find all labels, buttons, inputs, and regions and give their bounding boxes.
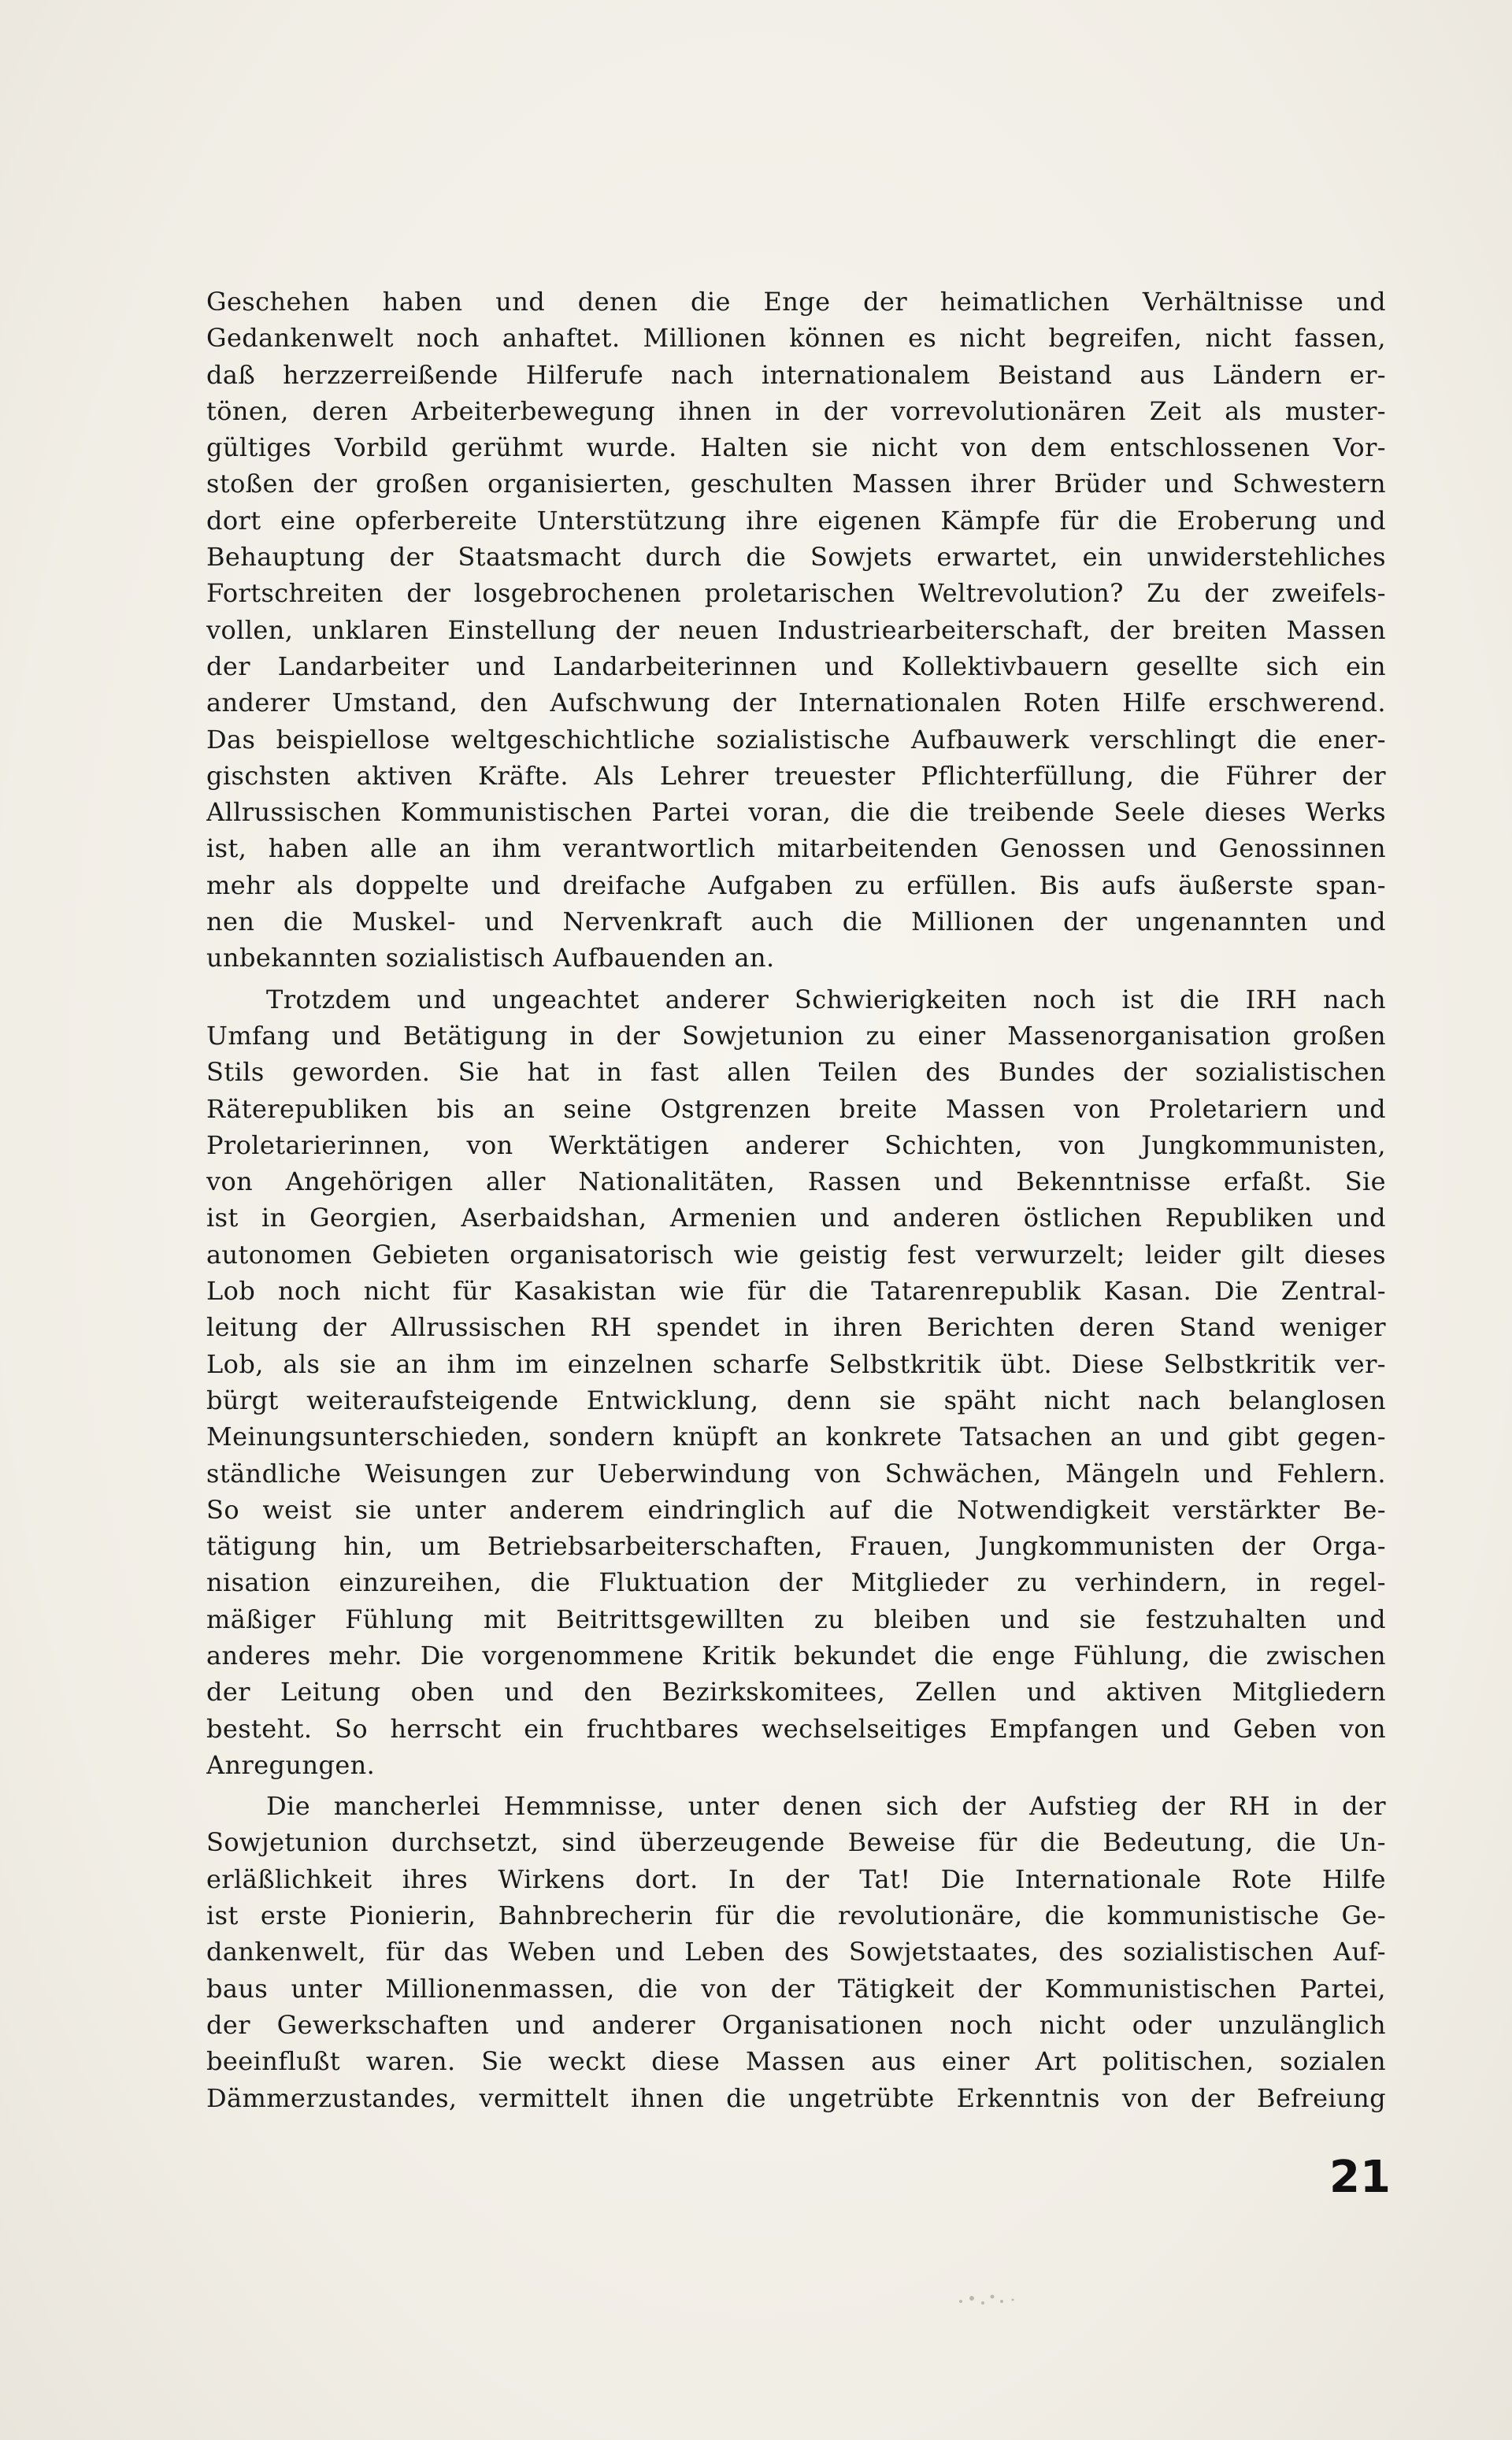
text-line: Lob noch nicht für Kasakistan wie für die Tatarenrepublik Kasan. Die Zentral- [206, 1276, 1386, 1307]
text-line: Behauptung der Staatsmacht durch die Sowjets erwartet, ein unwiderstehliches [206, 542, 1386, 573]
ink-smudge [945, 2284, 1040, 2316]
body-text [206, 284, 1386, 2253]
text-line: Umfang und Betätigung in der Sowjetunion zu einer Massenorganisation großen [206, 1020, 1386, 1051]
text-line: Proletarierinnen, von Werktätigen anderer Schichten, von Jungkommunisten, [206, 1129, 1386, 1160]
text-line: Das beispiellose weltgeschichtliche sozialistische Aufbauwerk verschlingt die ener- [206, 724, 1386, 755]
text-line: Sowjetunion durchsetzt, sind überzeugende Beweise für die Bedeutung, die Un- [206, 1827, 1386, 1858]
text-line: besteht. So herrscht ein fruchtbares wechselseitiges Empfangen und Geben von [206, 1713, 1386, 1744]
text-line: Anregungen. [206, 1749, 376, 1780]
text-line: dankenwelt, für das Weben und Leben des Sowjetstaates, des sozialistischen Auf- [206, 1937, 1386, 1967]
text-line: beeinflußt waren. Sie weckt diese Massen aus einer Art politischen, sozialen [206, 2046, 1386, 2077]
text-line: daß herzzerreißende Hilferufe nach internationalem Beistand aus Ländern er- [206, 359, 1386, 390]
text-line: erläßlichkeit ihres Wirkens dort. In der Tat! Die Internationale Rote Hilfe [206, 1863, 1386, 1894]
text-line: der Landarbeiter und Landarbeiterinnen und Kollektivbauern gesellte sich ein [206, 651, 1386, 681]
text-line: unbekannten sozialistisch Aufbauenden an. [206, 943, 775, 973]
text-line: anderer Umstand, den Aufschwung der Internationalen Roten Hilfe erschwerend. [206, 688, 1386, 718]
text-line: tätigung hin, um Betriebsarbeiterschaften, Frauen, Jungkommunisten der Orga- [206, 1531, 1386, 1562]
text-line: Meinungsunterschieden, sondern knüpft an konkrete Tatsachen an und gibt gegen- [206, 1422, 1386, 1452]
text-line: vollen, unklaren Einstellung der neuen Industriearbeiterschaft, der breiten Massen [206, 614, 1386, 645]
text-line: Trotzdem und ungeachtet anderer Schwierigkeiten noch ist die IRH nach [266, 984, 1386, 1014]
text-line: ständliche Weisungen zur Ueberwindung von Schwächen, Mängeln und Fehlern. [206, 1458, 1386, 1489]
paragraph [206, 284, 1386, 977]
text-line: mäßiger Fühlung mit Beitrittsgewillten zu bleiben und sie festzuhalten und [206, 1604, 1386, 1634]
text-line: tönen, deren Arbeiterbewegung ihnen in der vorrevolutionären Zeit als muster- [206, 395, 1386, 426]
text-line: Räterepubliken bis an seine Ostgrenzen breite Massen von Proletariern und [206, 1093, 1386, 1124]
text-line: autonomen Gebieten organisatorisch wie geistig fest verwurzelt; leider gilt dieses [206, 1239, 1386, 1270]
text-line: leitung der Allrussischen RH spendet in ihren Berichten deren Stand weniger [206, 1312, 1386, 1343]
text-line: ist, haben alle an ihm verantwortlich mitarbeitenden Genossen und Genossinnen [206, 833, 1386, 864]
text-line: nen die Muskel- und Nervenkraft auch die Millionen der ungenannten und [206, 907, 1386, 937]
text-line: Fortschreiten der losgebrochenen proletarischen Weltrevolution? Zu der zweifels- [206, 578, 1386, 609]
text-line: Lob, als sie an ihm im einzelnen scharfe Selbstkritik übt. Diese Selbstkritik ver- [206, 1348, 1386, 1379]
text-line: Allrussischen Kommunistischen Partei voran, die die treibende Seele dieses Werks [206, 797, 1386, 828]
text-line: baus unter Millionenmassen, die von der Tätigkeit der Kommunistischen Partei, [206, 1973, 1386, 2004]
text-line: nisation einzureihen, die Fluktuation der Mitglieder zu verhindern, in regel- [206, 1567, 1386, 1598]
text-line: anderes mehr. Die vorgenommene Kritik bekundet die enge Fühlung, die zwischen [206, 1640, 1386, 1671]
paragraph [206, 981, 1386, 1784]
text-line: Stils geworden. Sie hat in fast allen Teilen des Bundes der sozialistischen [206, 1057, 1386, 1088]
text-line: Dämmerzustandes, vermittelt ihnen die ungetrübte Erkenntnis von der Befreiung [206, 2082, 1386, 2113]
text-line: der Leitung oben und den Bezirkskomitees, Zellen und aktiven Mitgliedern [206, 1677, 1386, 1708]
text-line: stoßen der großen organisierten, geschulten Massen ihrer Brüder und Schwestern [206, 469, 1386, 499]
text-line: von Angehörigen aller Nationalitäten, Rassen und Bekenntnisse erfaßt. Sie [206, 1166, 1386, 1197]
text-line: ist erste Pionierin, Bahnbrecherin für die revolutionäre, die kommunistische Ge- [206, 1900, 1386, 1931]
text-line: Die mancherlei Hemmnisse, unter denen sich der Aufstieg der RH in der [266, 1791, 1386, 1822]
text-line: Gedankenwelt noch anhaftet. Millionen können es nicht begreifen, nicht fassen, [206, 323, 1386, 354]
paragraph [206, 1788, 1386, 2116]
text-line: mehr als doppelte und dreifache Aufgaben zu erfüllen. Bis aufs äußerste span- [206, 870, 1386, 900]
page-number: 21 [1329, 2152, 1391, 2203]
text-line: der Gewerkschaften und anderer Organisationen noch nicht oder unzulänglich [206, 2009, 1386, 2040]
text-line: gültiges Vorbild gerühmt wurde. Halten sie nicht von dem entschlossenen Vor- [206, 432, 1386, 463]
text-line: dort eine opferbereite Unterstützung ihre eigenen Kämpfe für die Eroberung und [206, 505, 1386, 536]
text-line: ist in Georgien, Aserbaidshan, Armenien und anderen östlichen Republiken und [206, 1203, 1386, 1233]
text-line: bürgt weiteraufsteigende Entwicklung, denn sie späht nicht nach belanglosen [206, 1385, 1386, 1415]
text-line: So weist sie unter anderem eindringlich auf die Notwendigkeit verstärkter Be- [206, 1494, 1386, 1525]
text-line: Geschehen haben und denen die Enge der heimatlichen Verhältnisse und [206, 287, 1386, 317]
text-line: gischsten aktiven Kräfte. Als Lehrer treuester Pflichterfüllung, die Führer der [206, 760, 1386, 791]
